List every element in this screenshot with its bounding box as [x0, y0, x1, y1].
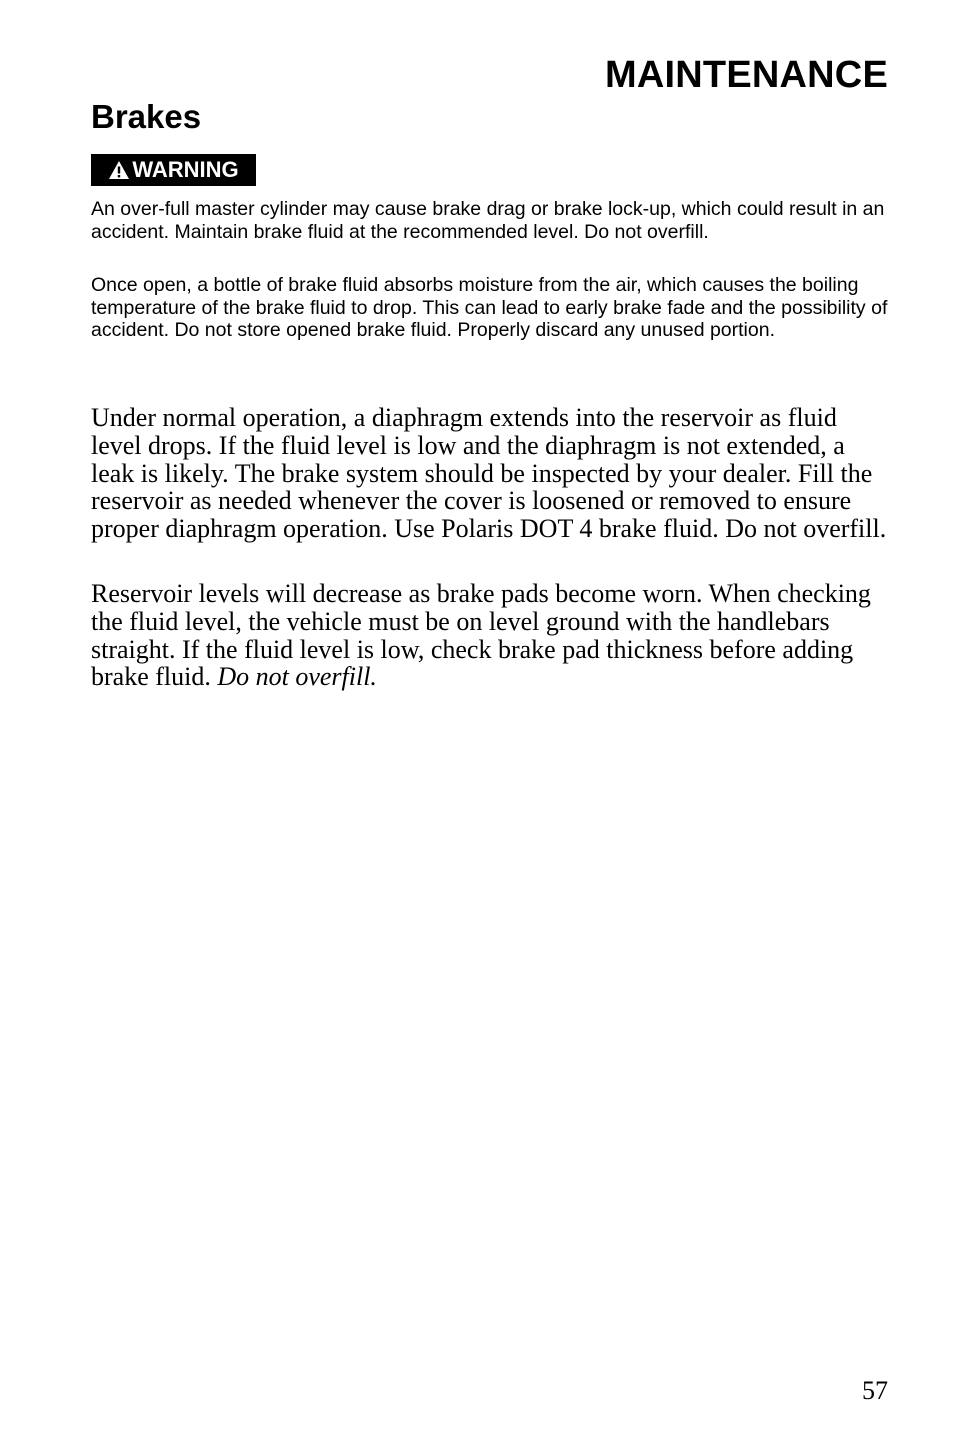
body-paragraph: Under normal operation, a diaphragm extends into the reservoir as fluid level drops. If the fluid level is low and the diaphragm is not extended, a leak is likely. The brake system should be inspected by your dealer. Fill the reservoir as needed whenever the cover is loosened or removed to ensure proper diaphragm operation. Use Polaris DOT 4 brake fluid. Do not overfill.	[91, 403, 887, 544]
section-title: Brakes	[91, 98, 202, 135]
body-paragraph-text: Reservoir levels will decrease as brake pads become worn. When checking the fluid level, the vehicle must be on level ground with the handlebars straight. If the fluid level is low, check brake pad thickness before adding brake fluid.	[91, 579, 871, 692]
body-paragraph	[91, 580, 891, 691]
warning-triangle-icon	[108, 160, 130, 180]
warning-badge	[91, 154, 256, 186]
body-paragraph-emphasis: Do not overfill.	[217, 662, 377, 692]
warning-paragraph: Once open, a bottle of brake fluid absorbs moisture from the air, which causes the boiling temperature of the brake fluid to drop. This can lead to early brake fade and the possibility of accident. Do not store opened brake fluid. Properly discard any unused portion.	[91, 274, 888, 341]
warning-label: WARNING	[132, 157, 239, 182]
page-number: 57	[862, 1376, 888, 1405]
page-header: MAINTENANCE	[605, 54, 888, 96]
warning-paragraph: An over-full master cylinder may cause brake drag or brake lock-up, which could result in an accident. Maintain brake fluid at the recommended level. Do not overfill.	[91, 198, 885, 243]
